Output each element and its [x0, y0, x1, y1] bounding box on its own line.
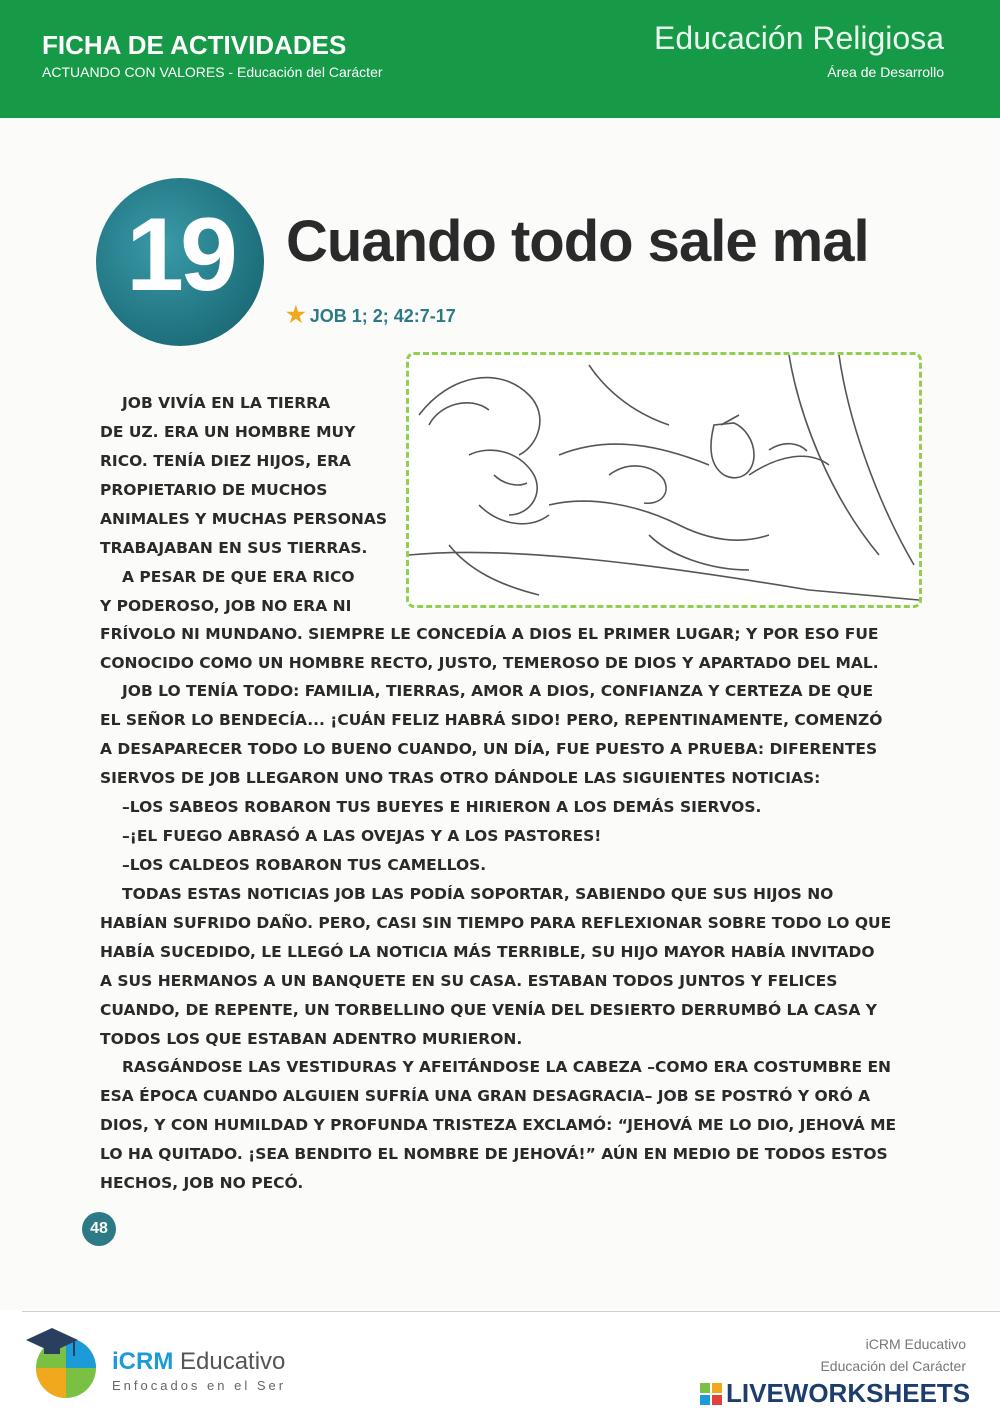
story-line: A DESAPARECER TODO LO BUENO CUANDO, UN DÍA, FUE PUESTO A PRUEBA: DIFERENTES	[100, 740, 878, 758]
footer-program: Educación del Carácter	[820, 1358, 966, 1374]
news-item: –LOS CALDEOS ROBARON TUS CAMELLOS.	[122, 856, 487, 874]
story-line: EL SEÑOR LO BENDECÍA... ¡CUÁN FELIZ HABRÁ SIDO! PERO, REPENTINAMENTE, COMENZÓ	[100, 711, 883, 729]
story-line: Y PODEROSO, JOB NO ERA NI	[100, 597, 352, 615]
news-item: –¡EL FUEGO ABRASÓ A LAS OVEJAS Y A LOS PASTORES!	[122, 827, 602, 845]
header-bar	[0, 0, 1000, 118]
logo-tagline: Enfocados en el Ser	[112, 1378, 287, 1393]
illustration-drawing	[409, 355, 919, 605]
sheet-subtitle: ACTUANDO CON VALORES - Educación del Carácter	[42, 64, 383, 80]
logo-wordmark	[112, 1348, 285, 1376]
area-label: Área de Desarrollo	[827, 64, 944, 80]
star-icon: ★	[286, 302, 306, 327]
story-line: PROPIETARIO DE MUCHOS	[100, 481, 328, 499]
lesson-number: 19	[126, 197, 234, 313]
story-line: ESA ÉPOCA CUANDO ALGUIEN SUFRÍA UNA GRAN DESAGRACIA– JOB SE POSTRÓ Y ORÓ A	[100, 1087, 871, 1105]
story-line: DIOS, Y CON HUMILDAD Y PROFUNDA TRISTEZA EXCLAMÓ: “JEHOVÁ ME LO DIO, JEHOVÁ ME	[100, 1116, 897, 1134]
story-line: HECHOS, JOB NO PECÓ.	[100, 1174, 304, 1192]
icrm-logo-icon	[18, 1318, 102, 1402]
story-line: FRÍVOLO NI MUNDANO. SIEMPRE LE CONCEDÍA A DIOS EL PRIMER LUGAR; Y POR ESO FUE	[100, 625, 879, 643]
job-illustration	[406, 352, 922, 608]
lesson-title: Cuando todo sale mal	[286, 209, 869, 274]
story-line: A PESAR DE QUE ERA RICO	[122, 568, 355, 586]
story-line: JOB VIVÍA EN LA TIERRA	[122, 394, 331, 412]
liveworksheets-icon	[700, 1383, 722, 1405]
reference-text: JOB 1; 2; 42:7-17	[309, 306, 456, 326]
story-line: RASGÁNDOSE LAS VESTIDURAS Y AFEITÁNDOSE LA CABEZA –COMO ERA COSTUMBRE EN	[122, 1058, 892, 1076]
liveworksheets-text: LIVEWORKSHEETS	[726, 1378, 971, 1408]
story-line: HABÍA SUCEDIDO, LE LLEGÓ LA NOTICIA MÁS TERRIBLE, SU HIJO MAYOR HABÍA INVITADO	[100, 943, 875, 961]
liveworksheets-logo[interactable]	[700, 1378, 970, 1409]
story-line: LO HA QUITADO. ¡SEA BENDITO EL NOMBRE DE JEHOVÁ!” AÚN EN MEDIO DE TODOS ESTOS	[100, 1145, 888, 1163]
story-line: TRABAJABAN EN SUS TIERRAS.	[100, 539, 368, 557]
logo-word: Educativo	[180, 1348, 286, 1375]
story-line: ANIMALES Y MUCHAS PERSONAS	[100, 510, 388, 528]
logo-brand: iCRM	[112, 1348, 174, 1375]
bible-reference	[286, 302, 456, 328]
story-line: CONOCIDO COMO UN HOMBRE RECTO, JUSTO, TEMEROSO DE DIOS Y APARTADO DEL MAL.	[100, 654, 879, 672]
story-line: CUANDO, DE REPENTE, UN TORBELLINO QUE VENÍA DEL DESIERTO DERRUMBÓ LA CASA Y	[100, 1001, 877, 1019]
news-item: –LOS SABEOS ROBARON TUS BUEYES E HIRIERON A LOS DEMÁS SIERVOS.	[122, 798, 762, 816]
sheet-title: FICHA DE ACTIVIDADES	[42, 30, 347, 60]
story-line: TODOS LOS QUE ESTABAN ADENTRO MURIERON.	[100, 1030, 523, 1048]
story-line: JOB LO TENÍA TODO: FAMILIA, TIERRAS, AMOR A DIOS, CONFIANZA Y CERTEZA DE QUE	[122, 682, 874, 700]
story-line: HABÍAN SUFRIDO DAÑO. PERO, CASI SIN TIEMPO PARA REFLEXIONAR SOBRE TODO LO QUE	[100, 914, 892, 932]
story-line: TODAS ESTAS NOTICIAS JOB LAS PODÍA SOPORTAR, SABIENDO QUE SUS HIJOS NO	[122, 885, 834, 903]
subject-title: Educación Religiosa	[654, 20, 944, 56]
story-line: A SUS HERMANOS A UN BANQUETE EN SU CASA. ESTABAN TODOS JUNTOS Y FELICES	[100, 972, 838, 990]
story-line: RICO. TENÍA DIEZ HIJOS, ERA	[100, 452, 351, 470]
story-line: DE UZ. ERA UN HOMBRE MUY	[100, 423, 356, 441]
footer-divider	[22, 1311, 1000, 1312]
page-number: 48	[82, 1212, 116, 1246]
footer-company: iCRM Educativo	[865, 1336, 966, 1352]
story-line: SIERVOS DE JOB LLEGARON UNO TRAS OTRO DÁNDOLE LAS SIGUIENTES NOTICIAS:	[100, 769, 821, 787]
